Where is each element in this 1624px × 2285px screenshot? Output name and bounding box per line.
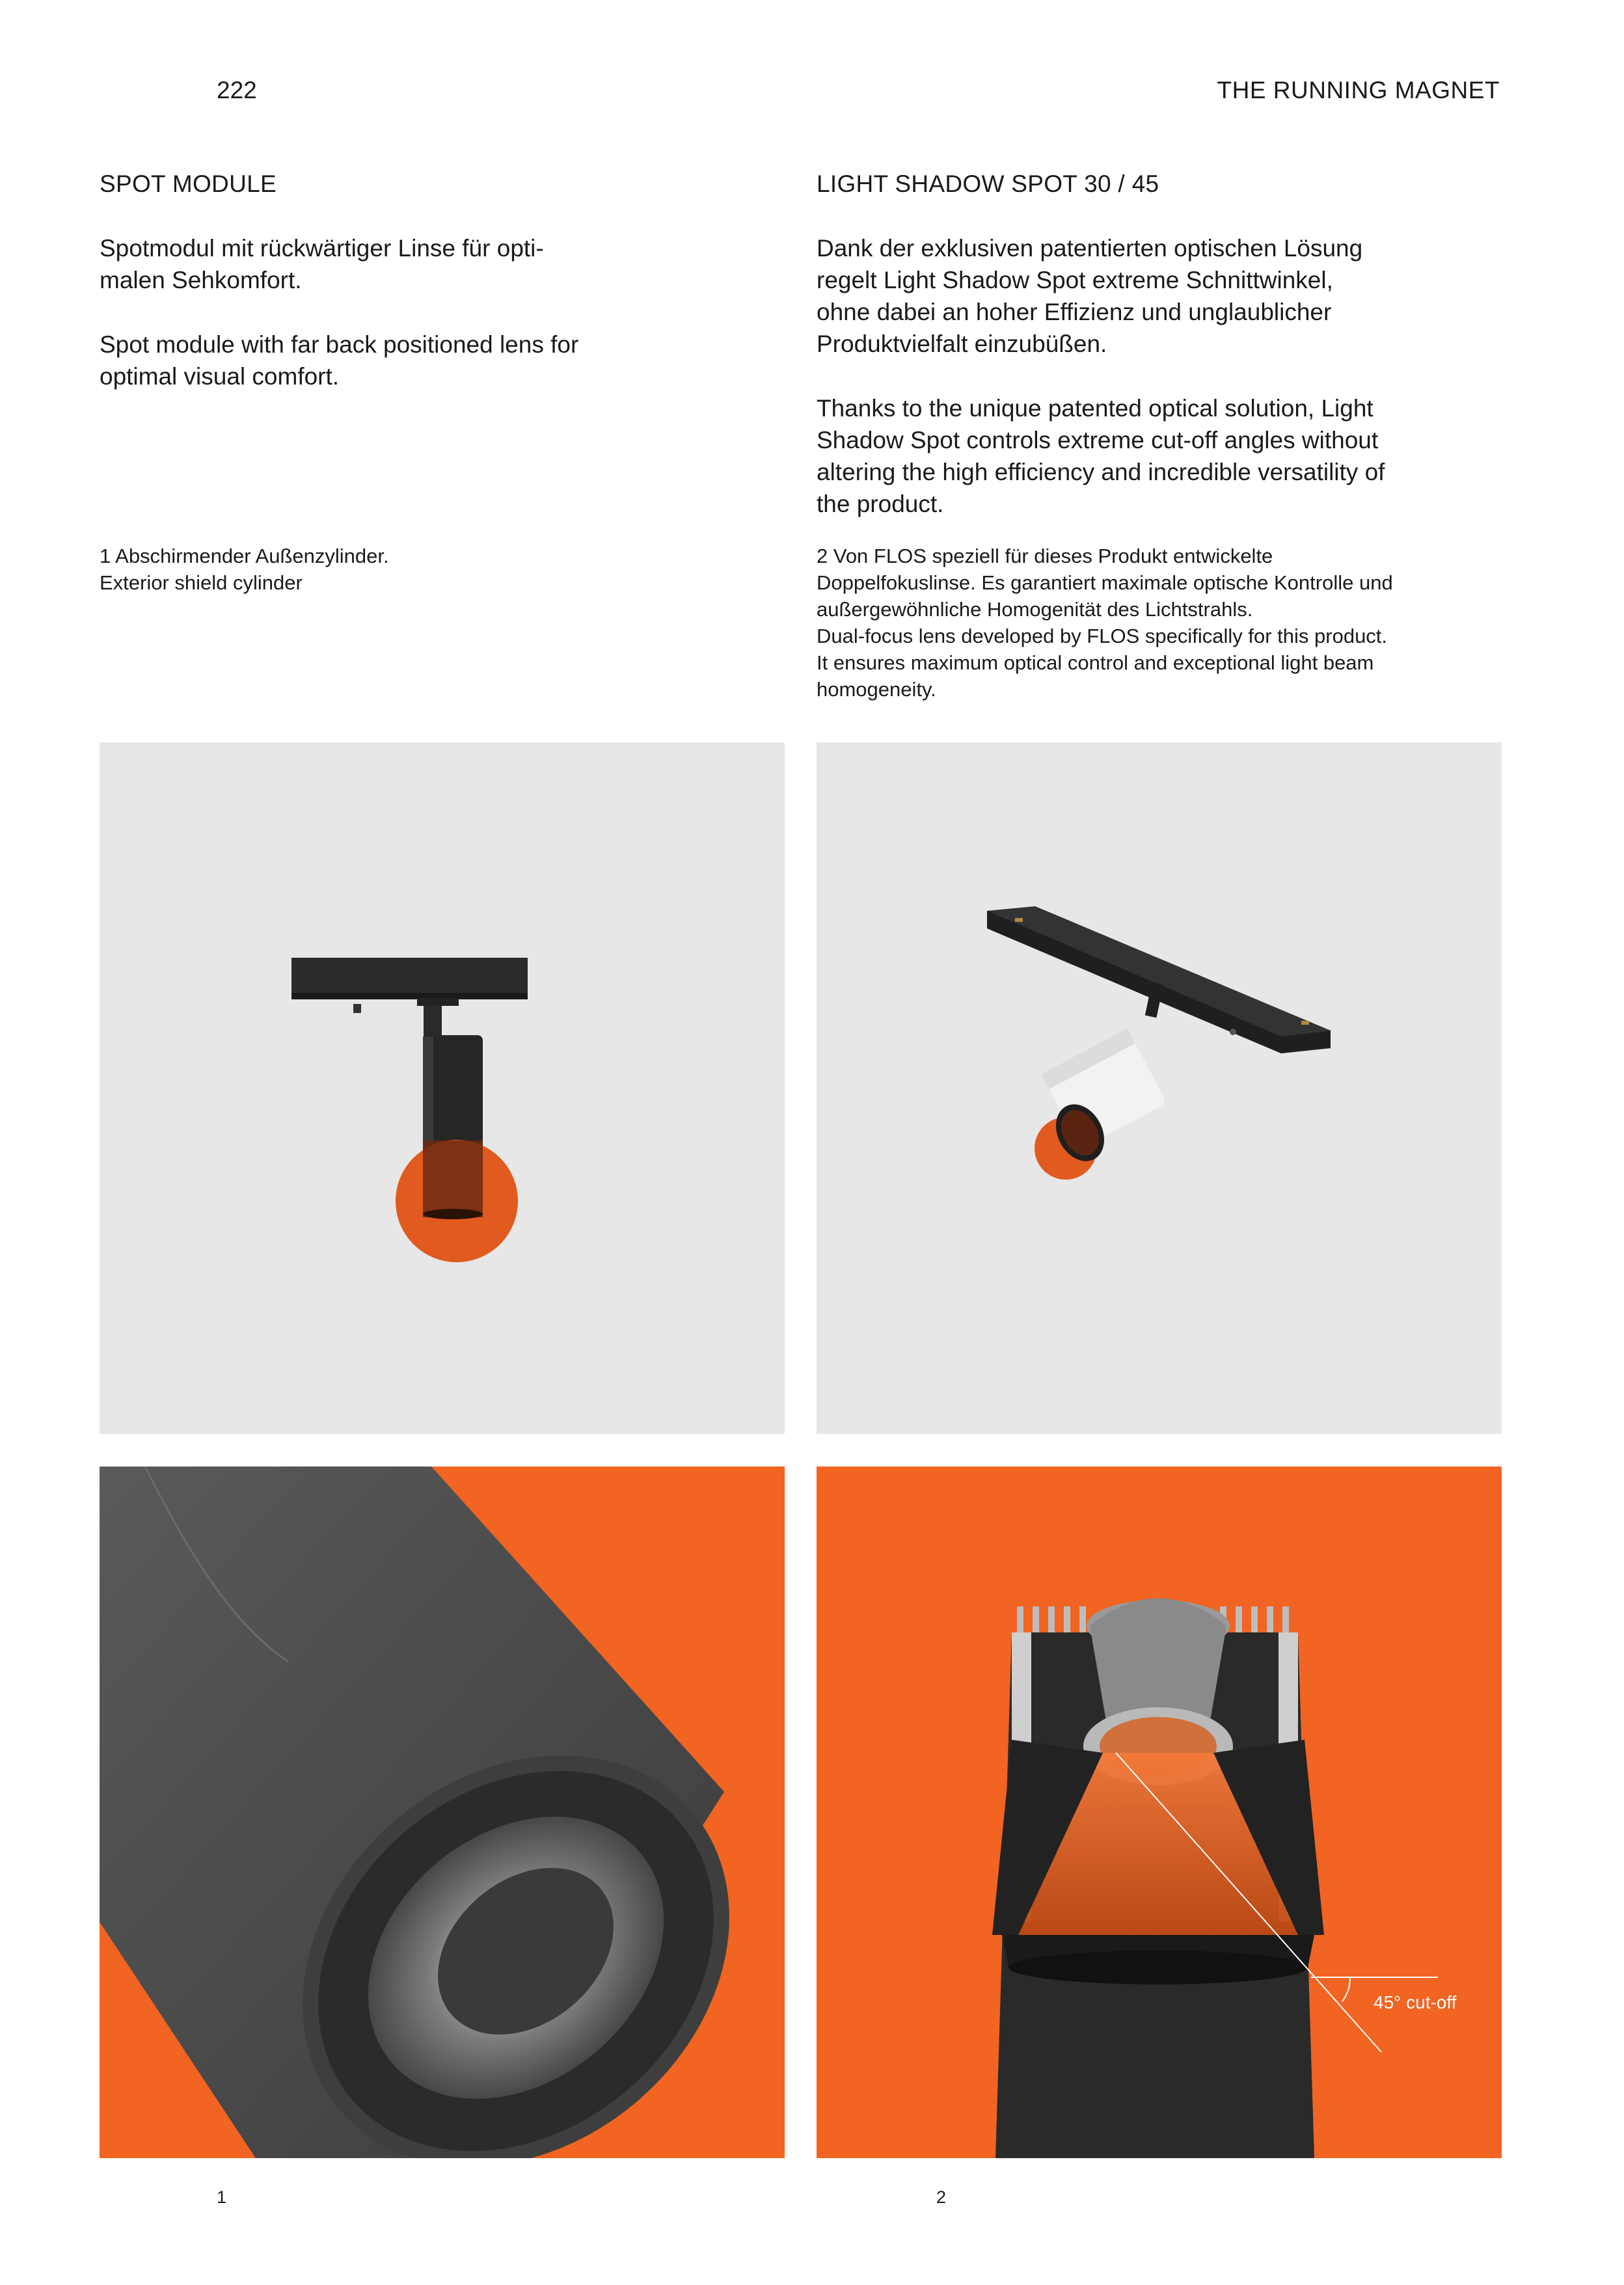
page-number: 222 bbox=[217, 77, 257, 103]
exterior-shield-cylinder-image bbox=[100, 1467, 785, 2158]
figure-number-2: 2 bbox=[936, 2187, 947, 2207]
figure-number-1: 1 bbox=[217, 2187, 227, 2207]
cutoff-angle-label: 45° cut-off bbox=[1374, 1992, 1457, 2012]
spot-module-text-en: Spot module with far back positioned lens for optimal visual comfort. bbox=[100, 331, 579, 390]
spot-module-illustration bbox=[100, 742, 785, 1434]
spot-module-heading: SPOT MODULE bbox=[100, 170, 277, 197]
running-title: THE RUNNING MAGNET bbox=[1217, 77, 1500, 103]
spot-module-text-de: Spotmodul mit rückwärtiger Linse für opti- malen Sehkomfort. bbox=[100, 235, 544, 293]
light-shadow-spot-text-en: Thanks to the unique patented optical solution, Light Shadow Spot controls extreme cut-off angles without altering the high efficiency and incredible versatility of the product. bbox=[817, 395, 1385, 517]
light-shadow-spot-text-de: Dank der exklusiven patentierten optischen Lösung regelt Light Shadow Spot extreme Schnittwinkel, ohne dabei an hoher Effizienz und unglaublicher Produktvielfalt einzubüßen. bbox=[817, 235, 1363, 357]
light-shadow-spot-heading: LIGHT SHADOW SPOT 30 / 45 bbox=[817, 170, 1159, 197]
caption-1: 1 Abschirmender Außenzylinder. Exterior shield cylinder bbox=[100, 545, 389, 594]
dual-focus-lens-image bbox=[817, 1467, 1502, 2158]
lens-cutaway-illustration bbox=[817, 1467, 1502, 2158]
spot-module-front-image bbox=[100, 742, 785, 1434]
cylinder-closeup-illustration bbox=[100, 1467, 785, 2158]
light-shadow-spot-illustration bbox=[817, 742, 1502, 1434]
light-shadow-spot-image bbox=[817, 742, 1502, 1434]
caption-2: 2 Von FLOS speziell für dieses Produkt entwickelte Doppelfokuslinse. Es garantiert maximale optische Kontrolle und außergewöhnliche Homogenität des Lichtstrahls. Dual-focus lens developed by FLOS specifically for this product. It ensures maximum optical control and exceptional light beam homogeneity. bbox=[817, 545, 1393, 701]
